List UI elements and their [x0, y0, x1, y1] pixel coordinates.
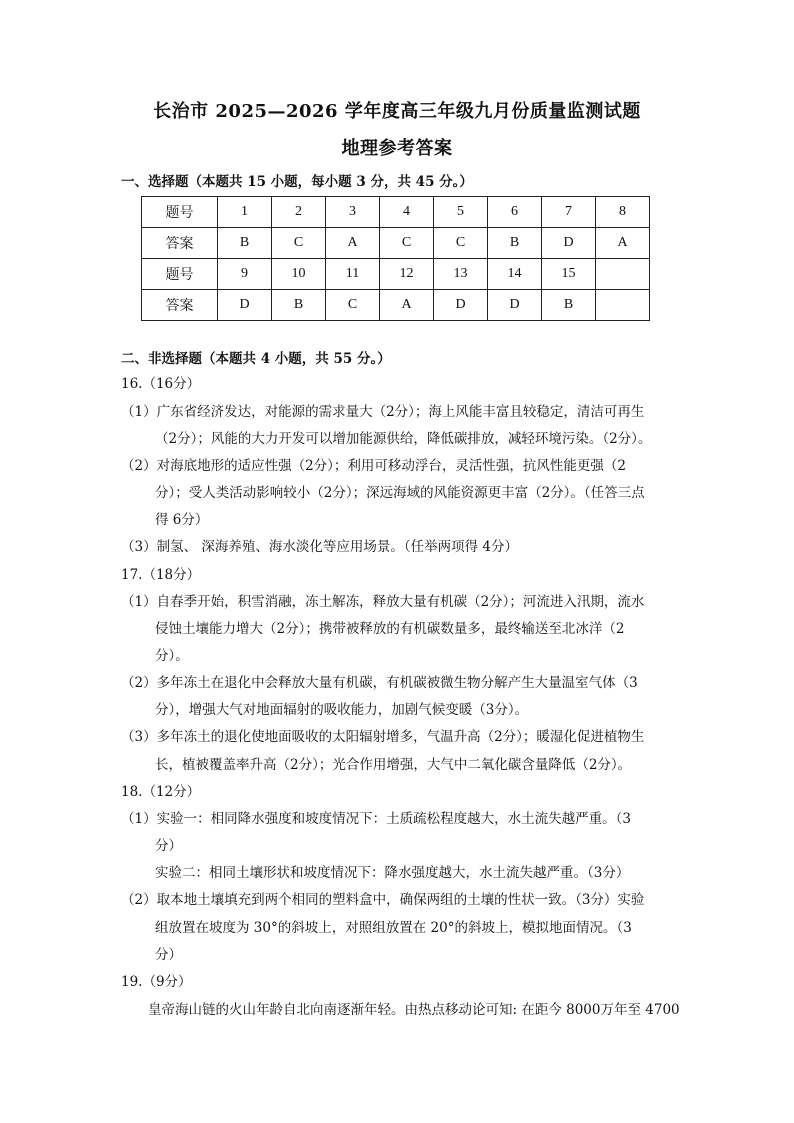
- table-cell: 5: [434, 197, 488, 228]
- answer-line: （2分）；风能的大力开发可以增加能源供给，降低碳排放，减轻环境污染。（2分）。: [155, 431, 652, 447]
- answer-line: 分）；受人类活动影响较小（2分）；深远海域的风能资源更丰富（2分）。（任答三点: [155, 485, 645, 501]
- answer-line: 长，植被覆盖率升高（2分）；光合作用增强，大气中二氧化碳含量降低（2分）。: [155, 757, 632, 773]
- table-cell: A: [596, 228, 650, 259]
- answer-line: 分）。: [155, 648, 189, 664]
- answer-line: （1）实验一：相同降水强度和坡度情况下：土质疏松程度越大，水土流失越严重。（3: [121, 811, 631, 827]
- table-cell: 14: [488, 259, 542, 290]
- table-cell: C: [272, 228, 326, 259]
- table-cell: 12: [380, 259, 434, 290]
- question-heading-17: 17.（18分）: [121, 567, 201, 583]
- section1-heading: 一、选择题（本题共 15 小题，每小题 3 分，共 45 分。）: [121, 174, 473, 190]
- answer-line: 实验二：相同土壤形状和坡度情况下：降水强度越大，水土流失越严重。（3分）: [155, 865, 630, 881]
- table-cell: B: [488, 228, 542, 259]
- section2-heading: 二、非选择题（本题共 4 小题，共 55 分。）: [121, 351, 391, 367]
- document-title: 长治市 2025—2026 学年度高三年级九月份质量监测试题: [153, 101, 641, 122]
- answer-table: [141, 196, 650, 321]
- table-cell: 6: [488, 197, 542, 228]
- answer-line: 组放置在坡度为 30°的斜坡上，对照组放置在 20°的斜坡上，模拟地面情况。（3: [155, 920, 632, 936]
- table-cell: 2: [272, 197, 326, 228]
- answer-line: （3）制氢、 深海养殖、海水淡化等应用场景。（任举两项得 4分）: [121, 539, 519, 555]
- table-cell: B: [218, 228, 272, 259]
- answer-line: （1）自春季开始，积雪消融，冻土解冻，释放大量有机碳（2分）；河流进入汛期，流水: [121, 594, 645, 610]
- table-cell: D: [488, 290, 542, 321]
- table-cell: 15: [542, 259, 596, 290]
- answer-line: 侵蚀土壤能力增大（2分）；携带被释放的有机碳数量多，最终输送至北冰洋（2: [155, 621, 625, 637]
- answer-line: 分）: [155, 947, 182, 963]
- table-row: [142, 228, 650, 259]
- table-cell: C: [326, 290, 380, 321]
- answer-line: （1）广东省经济发达，对能源的需求量大（2分）；海上风能丰富且较稳定，清洁可再生: [121, 404, 645, 420]
- table-row: [142, 197, 650, 228]
- table-cell: A: [380, 290, 434, 321]
- table-row: [142, 290, 650, 321]
- table-cell: 7: [542, 197, 596, 228]
- table-cell: 8: [596, 197, 650, 228]
- table-cell: 3: [326, 197, 380, 228]
- table-cell: A: [326, 228, 380, 259]
- table-cell: B: [272, 290, 326, 321]
- question-heading-19: 19.（9分）: [121, 974, 192, 990]
- table-cell: C: [380, 228, 434, 259]
- row-label: 题号: [142, 197, 218, 228]
- question-heading-18: 18.（12分）: [121, 784, 201, 800]
- table-cell: D: [218, 290, 272, 321]
- table-cell: 4: [380, 197, 434, 228]
- answer-line: 得 6分）: [155, 512, 209, 528]
- table-cell: 10: [272, 259, 326, 290]
- answer-line: （3）多年冻土的退化使地面吸收的太阳辐射增多，气温升高（2分）；暖湿化促进植物生: [121, 729, 645, 745]
- row-label: 答案: [142, 290, 218, 321]
- question-heading-16: 16.（16分）: [121, 376, 201, 392]
- answer-line: 分），增强大气对地面辐射的吸收能力，加剧气候变暖（3分）。: [155, 702, 529, 718]
- table-cell: [596, 290, 650, 321]
- table-cell: B: [542, 290, 596, 321]
- table-cell: 9: [218, 259, 272, 290]
- answer-line: （2）取本地土壤填充到两个相同的塑料盒中，确保两组的土壤的性状一致。（3分）实验: [121, 892, 645, 908]
- answer-line: 分）: [155, 838, 182, 854]
- document-subtitle: 地理参考答案: [341, 138, 453, 159]
- table-cell: [596, 259, 650, 290]
- table-cell: D: [542, 228, 596, 259]
- answer-line: 皇帝海山链的火山年龄自北向南逐渐年轻。由热点移动论可知: 在距今 8000万年至 4700: [148, 1002, 680, 1018]
- answer-line: （2）对海底地形的适应性强（2分）；利用可移动浮台，灵活性强，抗风性能更强（2: [121, 458, 627, 474]
- table-cell: C: [434, 228, 488, 259]
- table-row: [142, 259, 650, 290]
- row-label: 答案: [142, 228, 218, 259]
- row-label: 题号: [142, 259, 218, 290]
- answer-line: （2）多年冻土在退化中会释放大量有机碳，有机碳被微生物分解产生大量温室气体（3: [121, 675, 638, 691]
- table-cell: 1: [218, 197, 272, 228]
- table-cell: 11: [326, 259, 380, 290]
- table-cell: 13: [434, 259, 488, 290]
- table-cell: D: [434, 290, 488, 321]
